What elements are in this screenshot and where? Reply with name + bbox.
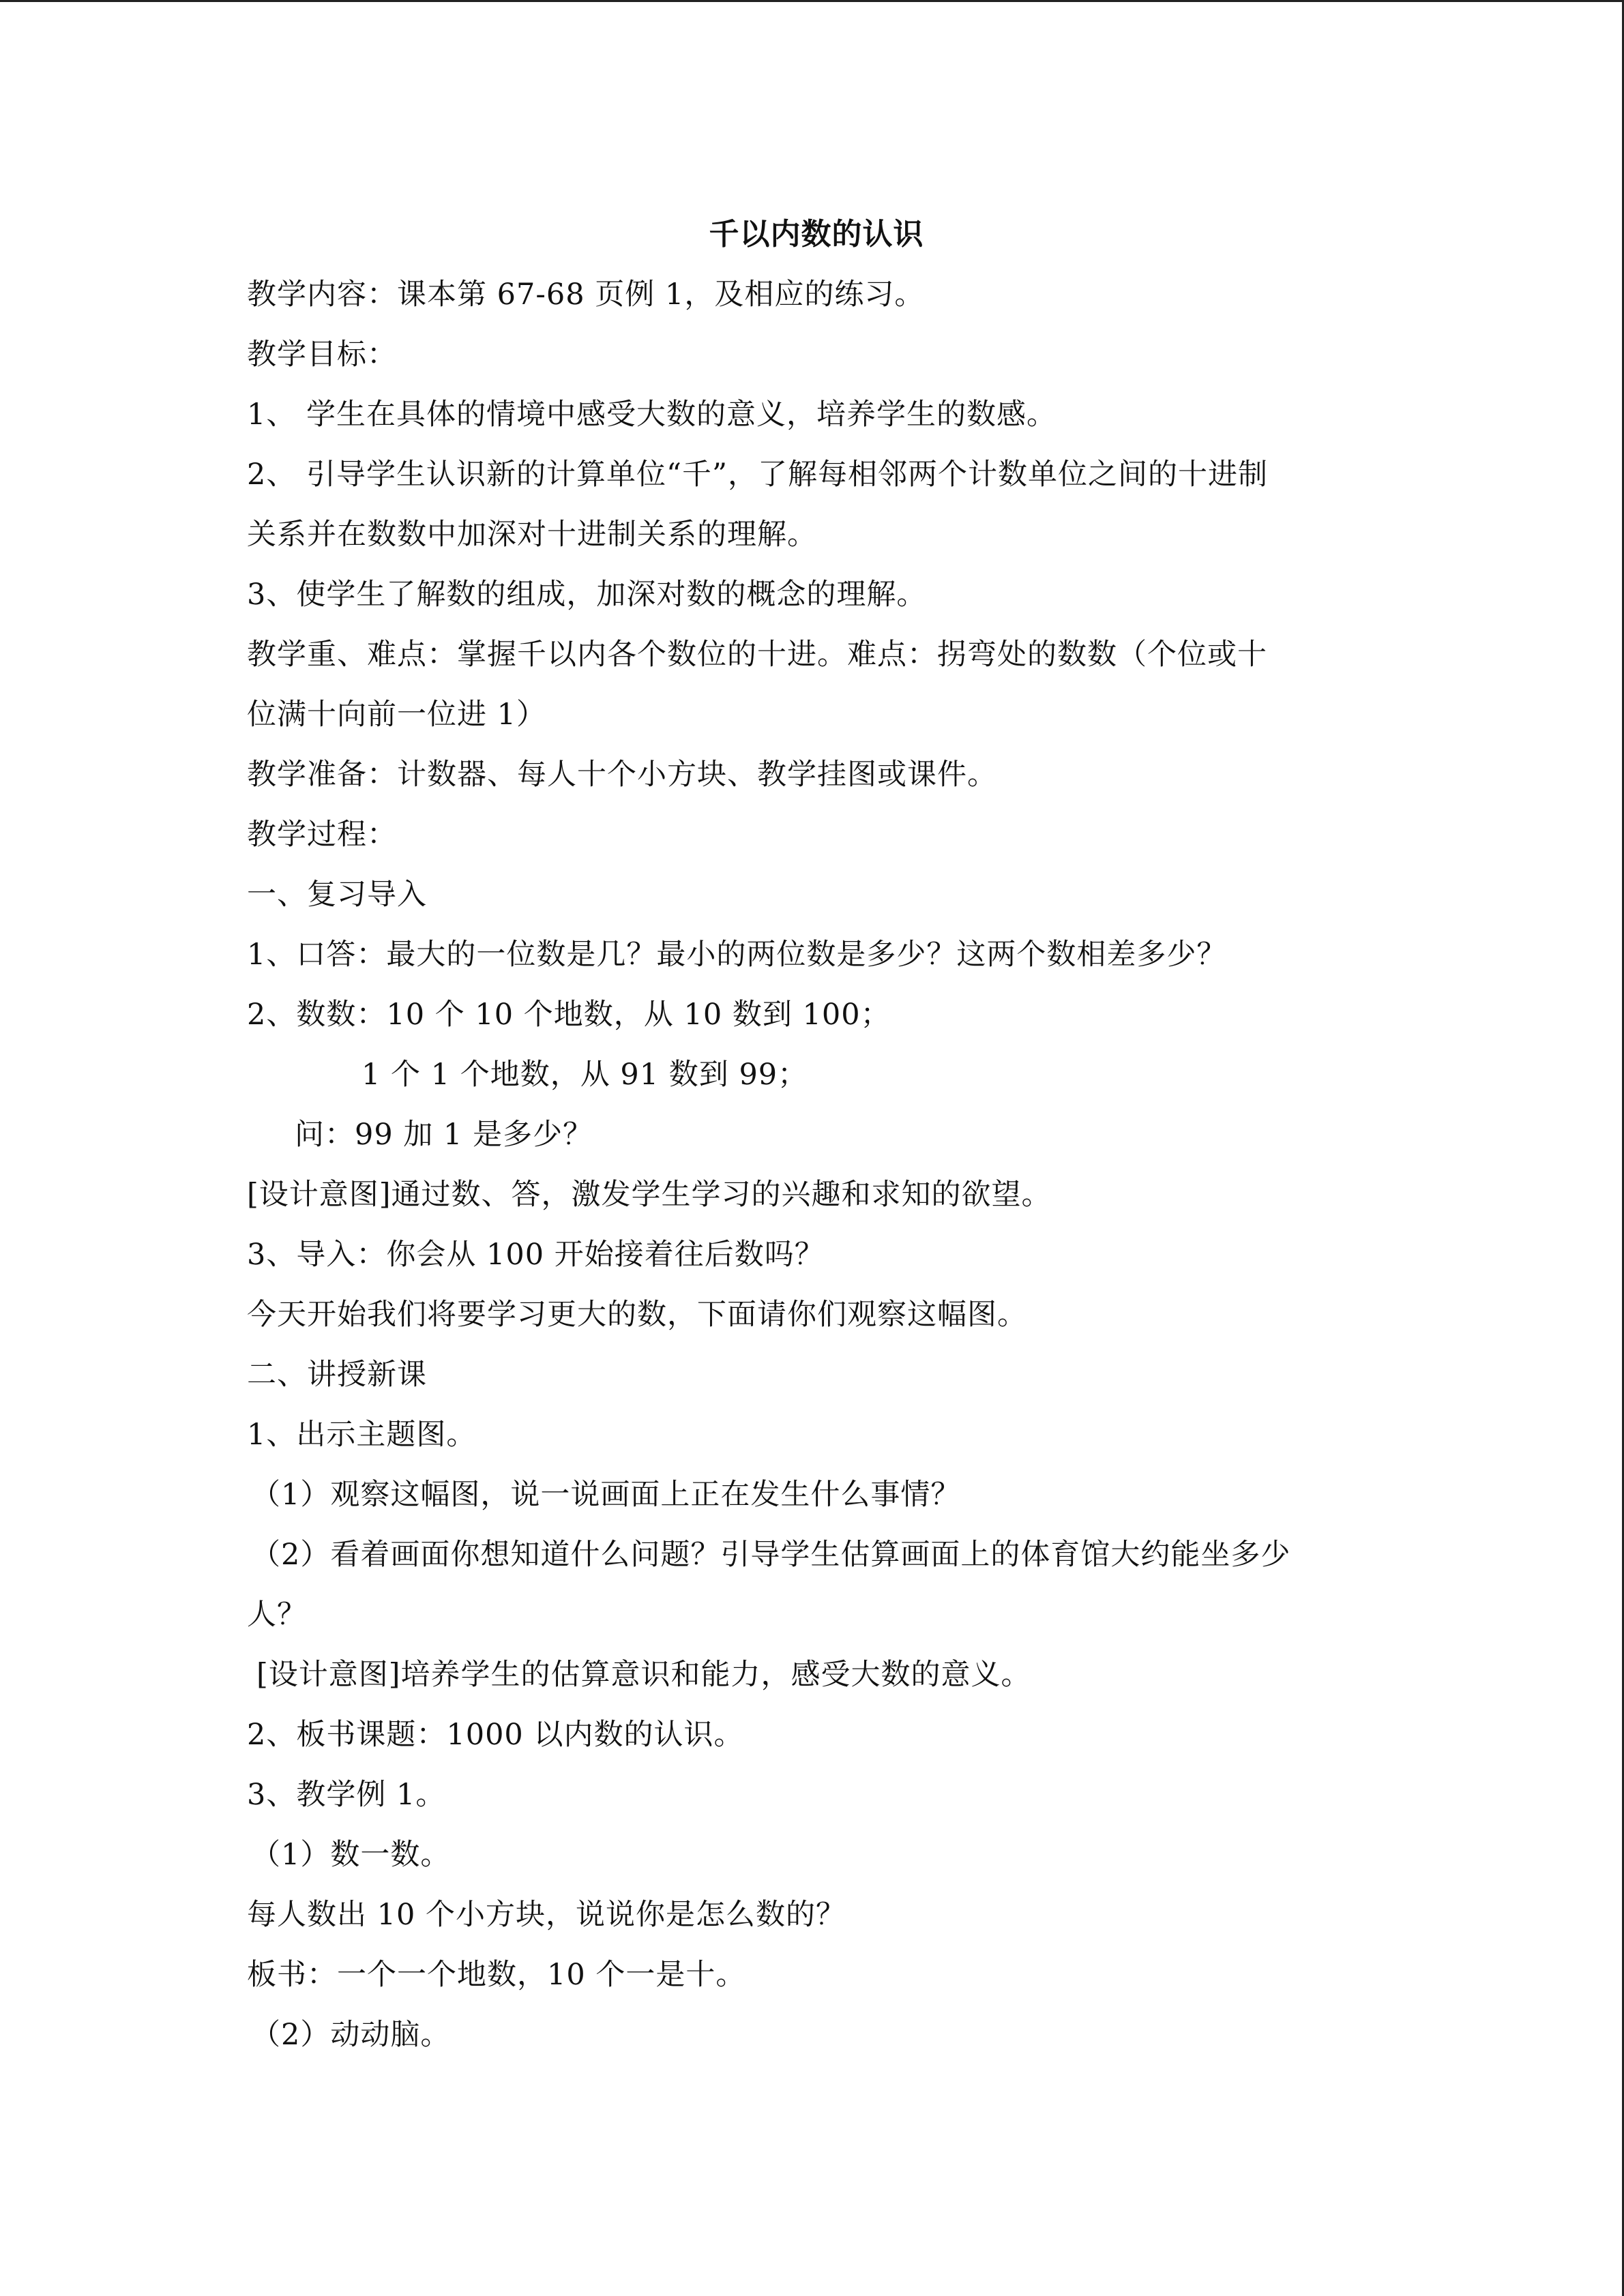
page-top-border xyxy=(0,0,1624,2)
text-line-count: （1）数一数。 xyxy=(251,1838,451,1872)
text-line-count-blocks: 每人数出 10 个小方块，说说你是怎么数的？ xyxy=(247,1898,846,1932)
text-line-goal-2-continued: 关系并在数数中加深对十进制关系的理解。 xyxy=(247,518,817,552)
text-line-question: 问：99 加 1 是多少？ xyxy=(295,1118,593,1152)
text-line-blackboard-title: 2、板书课题：1000 以内数的认识。 xyxy=(247,1718,744,1752)
text-line-teaching-process-heading: 教学过程： xyxy=(247,818,397,852)
document-page xyxy=(247,205,1386,2065)
document-title: 千以内数的认识 xyxy=(709,217,924,252)
text-line-think: （2）动动脑。 xyxy=(251,2018,451,2052)
text-line-counting: 2、数数：10 个 10 个地数，从 10 数到 100； xyxy=(247,998,891,1032)
text-line-observe: （1）观察这幅图，说一说画面上正在发生什么事情？ xyxy=(251,1478,961,1512)
text-line-blackboard-note: 板书：一个一个地数，10 个一是十。 xyxy=(247,1958,746,1992)
text-line-introduction: 3、导入：你会从 100 开始接着往后数吗？ xyxy=(247,1238,825,1272)
text-line-key-points-continued: 位满十向前一位进 1） xyxy=(247,698,547,732)
text-line-goal-1: 1、 学生在具体的情境中感受大数的意义，培养学生的数感。 xyxy=(247,398,1057,432)
text-line-design-intent-1: [设计意图]通过数、答，激发学生学习的兴趣和求知的欲望。 xyxy=(247,1178,1052,1212)
text-line-theme-picture: 1、出示主题图。 xyxy=(247,1418,477,1452)
section-heading-review: 一、复习导入 xyxy=(247,878,427,912)
text-line-design-intent-2: [设计意图]培养学生的估算意识和能力，感受大数的意义。 xyxy=(256,1658,1031,1692)
text-line-goal-2: 2、 引导学生认识新的计算单位“千”，了解每相邻两个计数单位之间的十进制 xyxy=(247,458,1268,492)
text-line-estimate: （2）看着画面你想知道什么问题？引导学生估算画面上的体育馆大约能坐多少 xyxy=(251,1538,1291,1572)
text-line-teaching-goals-heading: 教学目标： xyxy=(247,338,397,372)
text-line-estimate-continued: 人？ xyxy=(247,1598,307,1632)
text-line-goal-3: 3、使学生了解数的组成，加深对数的概念的理解。 xyxy=(247,578,927,612)
text-line-counting-by-ones: 1 个 1 个地数，从 91 数到 99； xyxy=(361,1058,808,1092)
text-line-key-points: 教学重、难点：掌握千以内各个数位的十进。难点：拐弯处的数数（个位或十 xyxy=(247,638,1267,672)
text-line-teaching-preparation: 教学准备：计数器、每人十个小方块、教学挂图或课件。 xyxy=(247,758,997,792)
text-line-oral-answer: 1、口答：最大的一位数是几？最小的两位数是多少？这两个数相差多少？ xyxy=(247,938,1227,972)
text-line-example-1: 3、教学例 1。 xyxy=(247,1778,446,1812)
section-heading-new-lesson: 二、讲授新课 xyxy=(247,1358,427,1392)
text-line-today: 今天开始我们将要学习更大的数，下面请你们观察这幅图。 xyxy=(247,1298,1027,1332)
text-line-teaching-content: 教学内容：课本第 67-68 页例 1，及相应的练习。 xyxy=(247,278,925,312)
